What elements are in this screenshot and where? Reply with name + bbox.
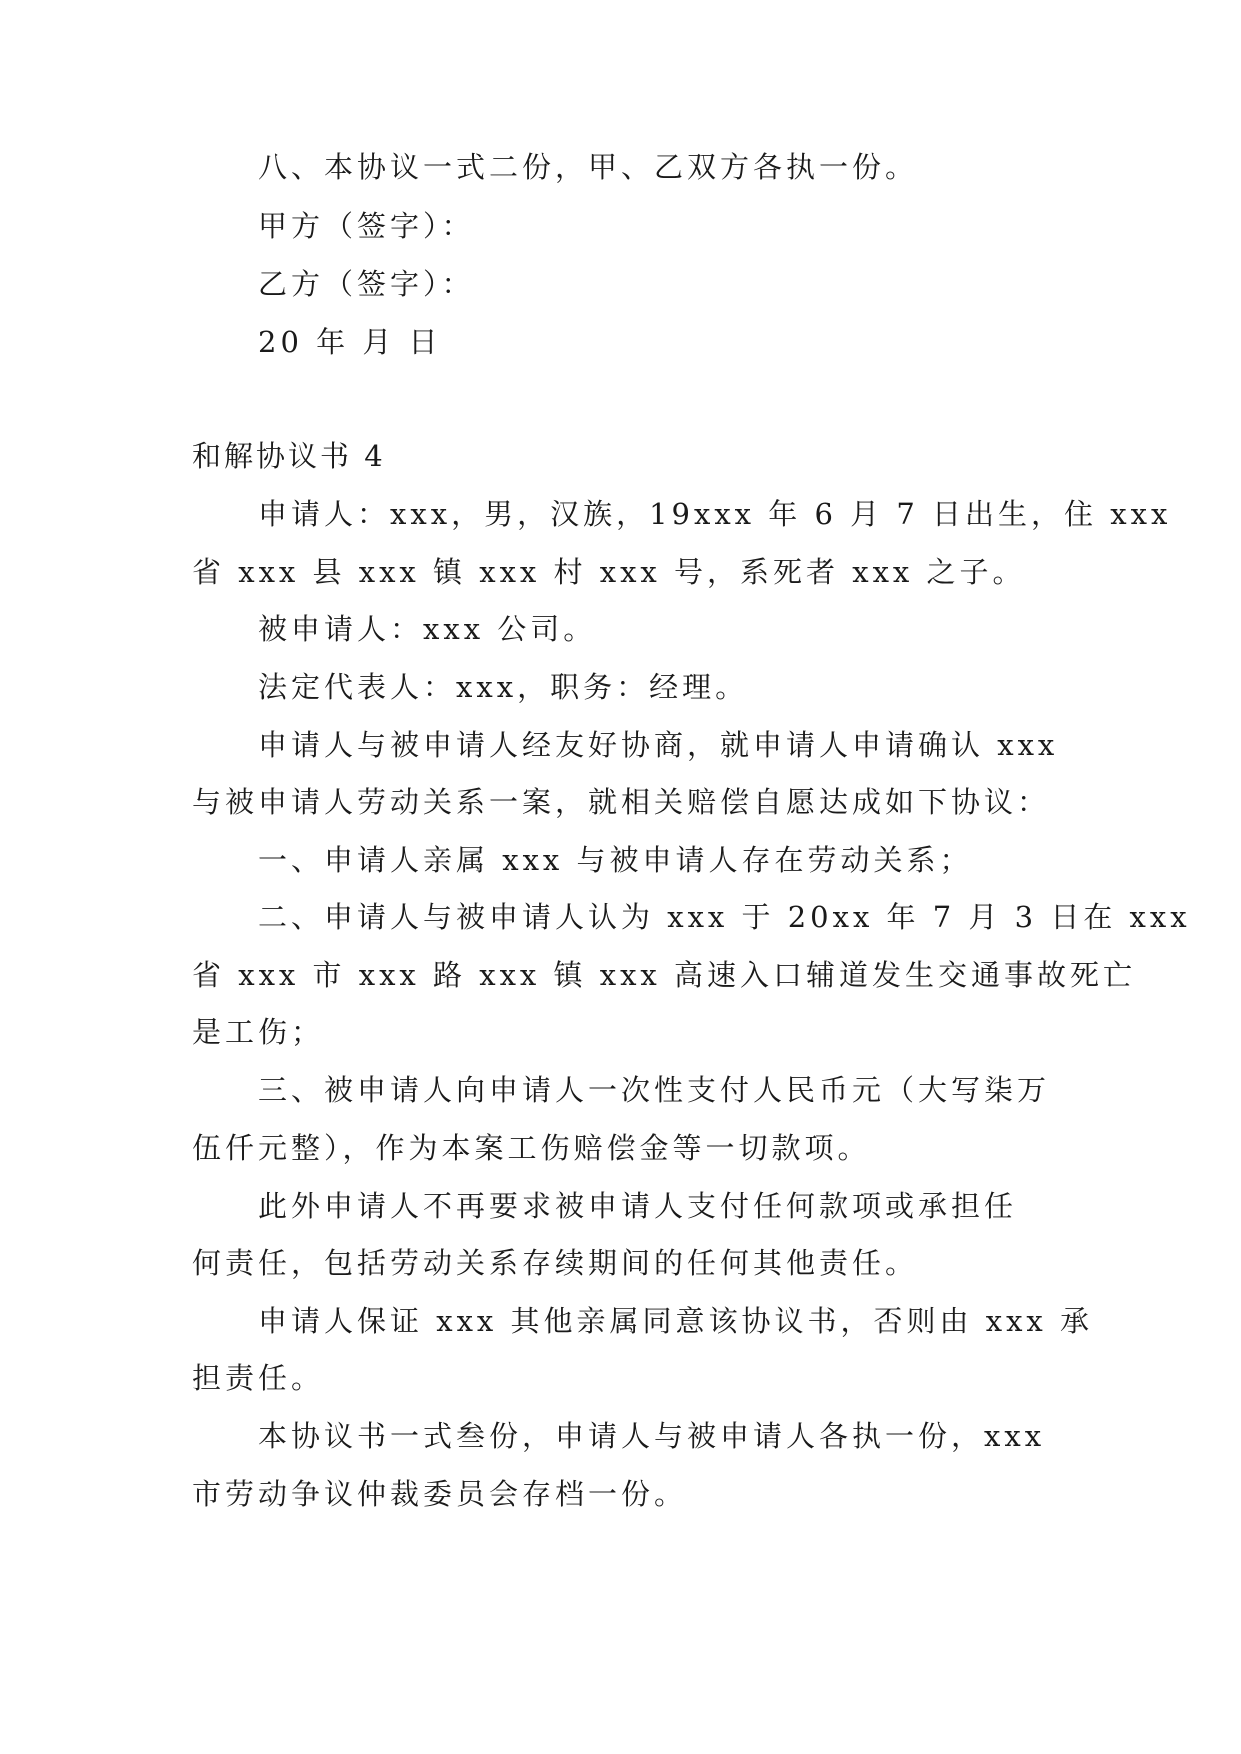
applicant-line-1: 申请人：xxx，男，汉族，19xxx 年 6 月 7 日出生，住 xxx (258, 497, 1172, 531)
copies-line-2: 市劳动争议仲裁委员会存档一份。 (192, 1477, 688, 1511)
clause-2-line-2: 省 xxx 市 xxx 路 xxx 镇 xxx 高速入口辅道发生交通事故死亡 (192, 958, 1137, 992)
waiver-line-2: 何责任，包括劳动关系存续期间的任何其他责任。 (192, 1246, 919, 1280)
waiver-line-1: 此外申请人不再要求被申请人支付任何款项或承担任 (258, 1189, 1018, 1223)
legal-representative-line: 法定代表人：xxx，职务：经理。 (258, 670, 749, 704)
clause-8-text: 八、本协议一式二份，甲、乙双方各执一份。 (258, 150, 919, 184)
section-title: 和解协议书 4 (192, 439, 386, 473)
applicant-line-2: 省 xxx 县 xxx 镇 xxx 村 xxx 号，系死者 xxx 之子。 (192, 555, 1026, 589)
party-b-signature-label: 乙方（签字）： (258, 267, 475, 301)
clause-2-line-1: 二、申请人与被申请人认为 xxx 于 20xx 年 7 月 3 日在 xxx (258, 900, 1191, 934)
intro-line-1: 申请人与被申请人经友好协商，就申请人申请确认 xxx (258, 728, 1059, 762)
guarantee-line-1: 申请人保证 xxx 其他亲属同意该协议书，否则由 xxx 承 (258, 1304, 1094, 1338)
party-a-signature-label: 甲方（签字）： (258, 209, 475, 243)
intro-line-2: 与被申请人劳动关系一案，就相关赔偿自愿达成如下协议： (192, 785, 1051, 819)
signing-date: 20 年 月 日 (258, 325, 442, 359)
clause-3-line-1: 三、被申请人向申请人一次性支付人民币元（大写柒万 (258, 1073, 1051, 1107)
copies-line-1: 本协议书一式叁份，申请人与被申请人各执一份，xxx (258, 1419, 1046, 1453)
guarantee-line-2: 担责任。 (192, 1361, 325, 1395)
clause-2-line-3: 是工伤； (192, 1015, 325, 1049)
clause-1-text: 一、申请人亲属 xxx 与被申请人存在劳动关系； (258, 843, 973, 877)
clause-3-line-2: 伍仟元整），作为本案工伤赔偿金等一切款项。 (192, 1131, 871, 1165)
respondent-line: 被申请人：xxx 公司。 (258, 612, 597, 646)
